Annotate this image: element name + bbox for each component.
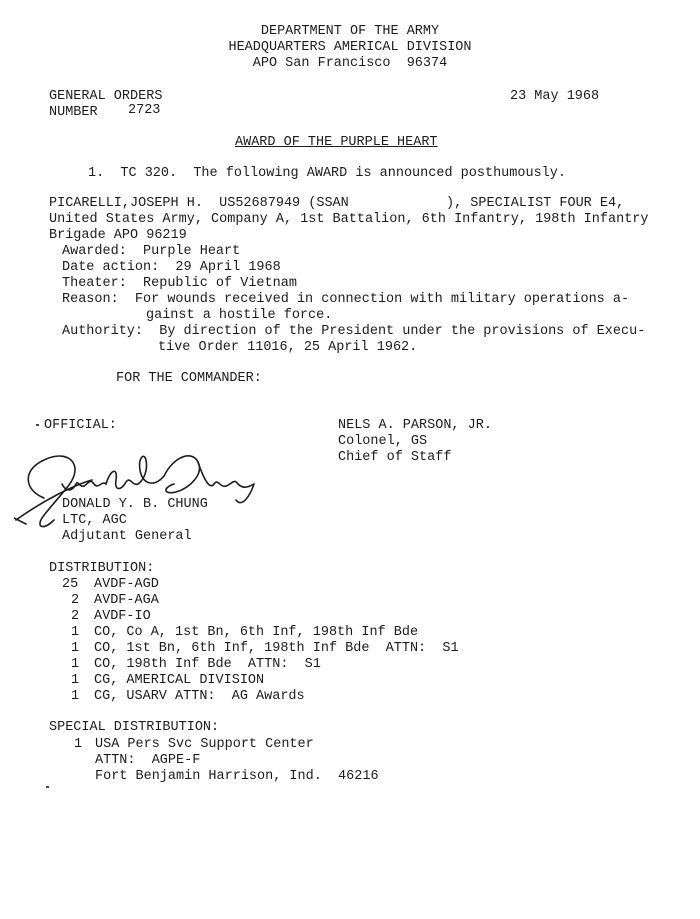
authority-line-1: Authority: By direction of the President under the provisions of Execu- bbox=[62, 324, 646, 339]
header-department: DEPARTMENT OF THE ARMY bbox=[260, 24, 440, 39]
scan-speck bbox=[46, 786, 49, 788]
scan-speck bbox=[36, 424, 39, 426]
distribution-item: CG, USARV ATTN: AG Awards bbox=[94, 689, 305, 704]
special-count: 1 bbox=[74, 737, 83, 752]
theater-line: Theater: Republic of Vietnam bbox=[62, 276, 297, 291]
authority-line-2: tive Order 11016, 25 April 1962. bbox=[158, 340, 418, 355]
chief-name: NELS A. PARSON, JR. bbox=[338, 418, 492, 433]
distribution-item: CO, 1st Bn, 6th Inf, 198th Inf Bde ATTN: S1 bbox=[94, 641, 459, 656]
signer-name: DONALD Y. B. CHUNG bbox=[62, 497, 208, 512]
special-line-2: ATTN: AGPE-F bbox=[95, 753, 201, 768]
chief-rank: Colonel, GS bbox=[338, 434, 428, 449]
distribution-item: AVDF-AGA bbox=[94, 593, 159, 608]
distribution-count: 25 bbox=[62, 577, 79, 592]
distribution-heading: DISTRIBUTION: bbox=[49, 561, 155, 576]
distribution-count: 1 bbox=[71, 625, 80, 640]
special-line-3: Fort Benjamin Harrison, Ind. 46216 bbox=[95, 769, 379, 784]
distribution-count: 2 bbox=[71, 593, 80, 608]
distribution-item: AVDF-AGD bbox=[94, 577, 159, 592]
reason-line-1: Reason: For wounds received in connection with military operations a- bbox=[62, 292, 630, 307]
chief-title: Chief of Staff bbox=[338, 450, 452, 465]
distribution-count: 2 bbox=[71, 609, 80, 624]
number-label: NUMBER bbox=[49, 105, 98, 120]
distribution-item: CO, Co A, 1st Bn, 6th Inf, 198th Inf Bde bbox=[94, 625, 419, 640]
official-label: OFFICIAL: bbox=[44, 418, 117, 433]
header-apo: APO San Francisco 96374 bbox=[252, 56, 448, 71]
distribution-count: 1 bbox=[71, 673, 80, 688]
general-orders-label: GENERAL ORDERS bbox=[49, 89, 163, 104]
special-distribution-heading: SPECIAL DISTRIBUTION: bbox=[49, 720, 220, 735]
order-number: 2723 bbox=[128, 103, 161, 118]
signer-rank: LTC, AGC bbox=[62, 513, 127, 528]
distribution-item: AVDF-IO bbox=[94, 609, 151, 624]
reason-line-2: gainst a hostile force. bbox=[146, 308, 333, 323]
for-the-commander: FOR THE COMMANDER: bbox=[116, 371, 262, 386]
special-line-1: USA Pers Svc Support Center bbox=[95, 737, 314, 752]
distribution-item: CG, AMERICAL DIVISION bbox=[94, 673, 265, 688]
awarded-line: Awarded: Purple Heart bbox=[62, 244, 241, 259]
distribution-count: 1 bbox=[71, 657, 80, 672]
distribution-count: 1 bbox=[71, 689, 80, 704]
header-headquarters: HEADQUARTERS AMERICAL DIVISION bbox=[228, 40, 472, 55]
paragraph-1: 1. TC 320. The following AWARD is announced posthumously. bbox=[88, 166, 566, 181]
awardee-line-3: Brigade APO 96219 bbox=[49, 228, 187, 243]
distribution-item: CO, 198th Inf Bde ATTN: S1 bbox=[94, 657, 321, 672]
signer-title: Adjutant General bbox=[62, 529, 192, 544]
order-date: 23 May 1968 bbox=[510, 89, 600, 104]
awardee-line-1: PICARELLI,JOSEPH H. US52687949 (SSAN ), SPECIALIST FOUR E4, bbox=[49, 196, 625, 211]
page-title: AWARD OF THE PURPLE HEART bbox=[235, 135, 438, 150]
date-action-line: Date action: 29 April 1968 bbox=[62, 260, 281, 275]
awardee-line-2: United States Army, Company A, 1st Battalion, 6th Infantry, 198th Infantry bbox=[49, 212, 649, 227]
distribution-count: 1 bbox=[71, 641, 80, 656]
